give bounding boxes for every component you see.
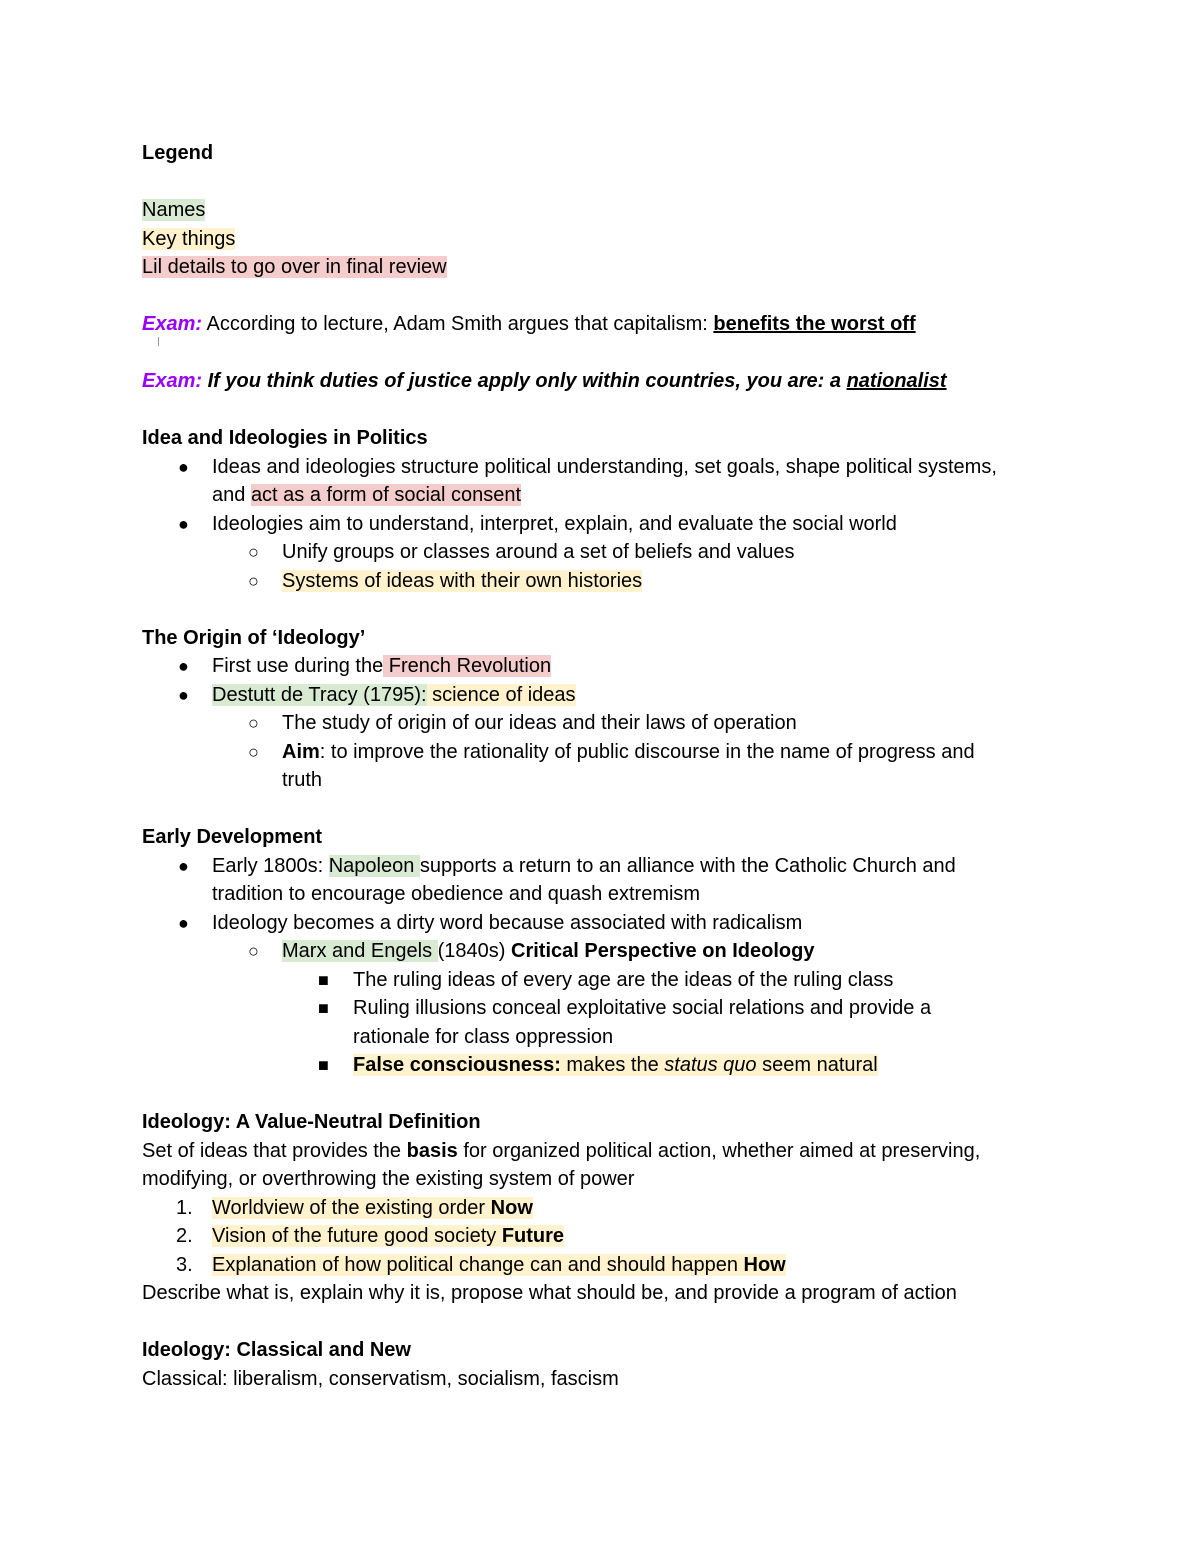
legend-key-things: Key things xyxy=(142,227,236,250)
sub-list-item: ○ Marx and Engels (1840s) Critical Perspective on Ideology xyxy=(142,937,1072,966)
bullet-marker: ● xyxy=(178,656,189,676)
item-number: 1. xyxy=(176,1196,193,1219)
bullet-marker: ● xyxy=(178,456,189,477)
list-item: ● Destutt de Tracy (1795): science of ideas xyxy=(142,681,1072,710)
exam-text: According to lecture, Adam Smith argues that capitalism: xyxy=(202,313,714,335)
section-heading: Ideology: A Value-Neutral Definition xyxy=(142,1111,481,1133)
legend-details: Lil details to go over in final review xyxy=(142,256,447,278)
list-item: ● Ideologies aim to understand, interpret, explain, and evaluate the social world xyxy=(142,510,1072,539)
sub-sub-list-item-continuation: rationale for class oppression xyxy=(353,1025,614,1048)
paragraph-continuation: modifying, or overthrowing the existing system of power xyxy=(142,1168,635,1190)
exam-text: If you think duties of justice apply only within countries, you are: a xyxy=(202,370,847,392)
exam-answer: benefits the worst off xyxy=(713,313,916,335)
bullet-marker: ● xyxy=(178,684,189,705)
circle-marker: ○ xyxy=(248,570,259,591)
sub-sub-list-item: ■ The ruling ideas of every age are the ideas of the ruling class xyxy=(142,966,1072,995)
paragraph: Set of ideas that provides the basis for organized political action, whether aimed at preserving, xyxy=(142,1139,981,1162)
bullet-marker: ● xyxy=(178,855,189,876)
sub-sub-list-item: ■ False consciousness: makes the status quo seem natural xyxy=(142,1051,1072,1080)
list-item: ● Early 1800s: Napoleon supports a return to an alliance with the Catholic Church and xyxy=(142,852,1072,881)
list-item: ● First use during the French Revolution xyxy=(142,652,1072,681)
text-cursor xyxy=(158,337,159,346)
sub-list-item: ○ Systems of ideas with their own histories xyxy=(142,567,1072,596)
square-marker: ■ xyxy=(318,1055,329,1075)
paragraph: Classical: liberalism, conservatism, socialism, fascism xyxy=(142,1367,619,1390)
sub-list-item: ○ Aim: to improve the rationality of public discourse in the name of progress and xyxy=(142,738,1072,767)
list-item-continuation: and act as a form of social consent xyxy=(212,484,522,506)
square-marker: ■ xyxy=(318,969,329,990)
circle-marker: ○ xyxy=(248,941,259,961)
sub-list-item-continuation: truth xyxy=(282,769,323,791)
exam-question-1 xyxy=(142,310,1072,339)
item-number: 2. xyxy=(176,1225,193,1247)
numbered-item: 2. Vision of the future good society Future xyxy=(142,1222,1072,1251)
item-number: 3. xyxy=(176,1253,193,1276)
bullet-marker: ● xyxy=(178,513,189,534)
exam-question-2 xyxy=(142,367,1072,396)
exam-label: Exam: xyxy=(142,313,203,335)
square-marker: ■ xyxy=(318,998,329,1018)
document-page xyxy=(142,139,1072,1393)
circle-marker: ○ xyxy=(248,713,259,733)
numbered-item: 1. Worldview of the existing order Now xyxy=(142,1194,1072,1223)
list-item: ● Ideas and ideologies structure political understanding, set goals, shape political systems, xyxy=(142,453,1072,482)
bullet-marker: ● xyxy=(178,912,189,933)
exam-answer: nationalist xyxy=(846,370,947,392)
exam-label: Exam: xyxy=(142,370,203,392)
legend-heading: Legend xyxy=(142,142,214,164)
sub-list-item: ○ Unify groups or classes around a set of beliefs and values xyxy=(142,538,1072,567)
sub-list-item: ○ The study of origin of our ideas and their laws of operation xyxy=(142,709,1072,738)
section-heading: Early Development xyxy=(142,826,323,848)
legend-names: Names xyxy=(142,199,206,221)
section-heading: Idea and Ideologies in Politics xyxy=(142,427,428,449)
circle-marker: ○ xyxy=(248,542,259,562)
numbered-item: 3. Explanation of how political change can and should happen How xyxy=(142,1251,1072,1280)
section-heading: The Origin of ‘Ideology’ xyxy=(142,626,366,649)
summary-text: Describe what is, explain why it is, propose what should be, and provide a program of action xyxy=(142,1282,957,1304)
circle-marker: ○ xyxy=(248,741,259,762)
sub-sub-list-item: ■ Ruling illusions conceal exploitative social relations and provide a xyxy=(142,994,1072,1023)
list-item-continuation: tradition to encourage obedience and quash extremism xyxy=(212,883,701,905)
section-heading: Ideology: Classical and New xyxy=(142,1339,411,1361)
list-item: ● Ideology becomes a dirty word because associated with radicalism xyxy=(142,909,1072,938)
